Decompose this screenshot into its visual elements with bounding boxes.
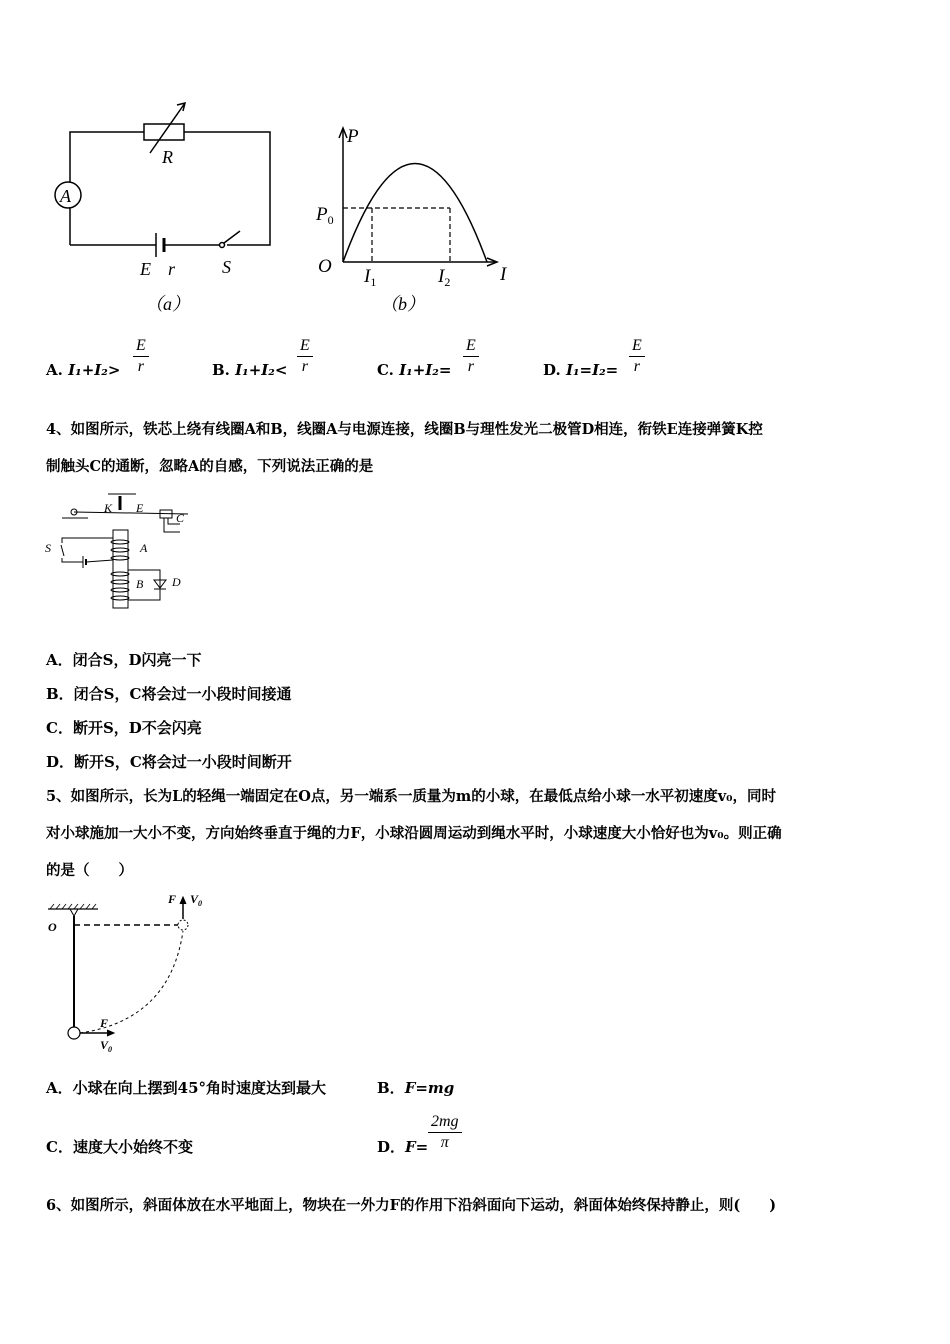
force-label-top: F (168, 892, 177, 906)
switch-label: S (45, 541, 51, 555)
label-i1: $I_1$ (364, 266, 377, 289)
resistor-label: R (162, 147, 173, 167)
q6-stem-line1: 6、如图所示，斜面体放在水平地面上，物块在一外力F的作用下沿斜面向下运动，斜面体始终保持静止，则( ) (46, 1197, 777, 1214)
q5-option-b: B．F=mg (377, 1079, 455, 1097)
q4-option-c: C．断开S，D不会闪亮 (46, 719, 202, 737)
origin-label: O (318, 256, 332, 277)
axis-label-i: I (500, 264, 507, 285)
pendulum-figure (40, 885, 220, 1060)
q4-stem-line2: 制触头C的通断，忽略A的自感，下列说法正确的是 (46, 458, 374, 475)
emf-label: E (140, 259, 151, 279)
q5-stem-line2: 对小球施加一大小不变，方向始终垂直于绳的力F，小球沿圆周运动到绳水平时，小球速度大小恰好也为v₀。则正确 (46, 825, 782, 842)
q5-option-c: C．速度大小始终不变 (46, 1138, 193, 1156)
velocity-label-bottom: $V_0$ (100, 1038, 113, 1054)
ammeter-label: A (60, 186, 71, 206)
spring-label: K (104, 501, 113, 515)
q4-option-d: D．断开S，C将会过一小段时间断开 (46, 753, 292, 771)
label-i2: $I_2$ (438, 266, 451, 289)
caption-a: （a） (145, 294, 190, 314)
coil-a-label: A (140, 541, 148, 555)
contact-label: C (176, 511, 185, 525)
q5-option-a: A．小球在向上摆到45°角时速度达到最大 (46, 1079, 327, 1097)
switch-label: S (222, 257, 231, 277)
internal-resistance-label: r (168, 259, 176, 279)
armature-label: E (136, 501, 144, 515)
velocity-label-top: $V_0$ (190, 892, 203, 908)
pivot-label: O (48, 920, 57, 934)
power-current-graph-b (310, 120, 530, 320)
circuit-figure-a (40, 95, 290, 325)
coil-b-label: B (136, 577, 144, 591)
relay-figure (40, 490, 200, 610)
q4-stem-line1: 4、如图所示，铁芯上绕有线圈A和B，线圈A与电源连接，线圈B与理性发光二极管D相连，衔铁E连接弹簧K控 (46, 421, 763, 438)
q5-stem-line3: 的是（ ） (46, 862, 133, 879)
label-p0: $P_0$ (316, 204, 334, 227)
caption-b: （b） (380, 294, 425, 314)
force-label-bottom: F (100, 1016, 109, 1030)
q4-option-b: B．闭合S，C将会过一小段时间接通 (46, 685, 292, 703)
axis-label-p: P (347, 126, 359, 147)
q4-option-a: A．闭合S，D闪亮一下 (46, 651, 202, 669)
diode-label: D (172, 575, 181, 589)
q5-stem-line1: 5、如图所示，长为L的轻绳一端固定在O点，另一端系一质量为m的小球，在最低点给小球一水平初速度v₀，同时 (46, 788, 777, 805)
